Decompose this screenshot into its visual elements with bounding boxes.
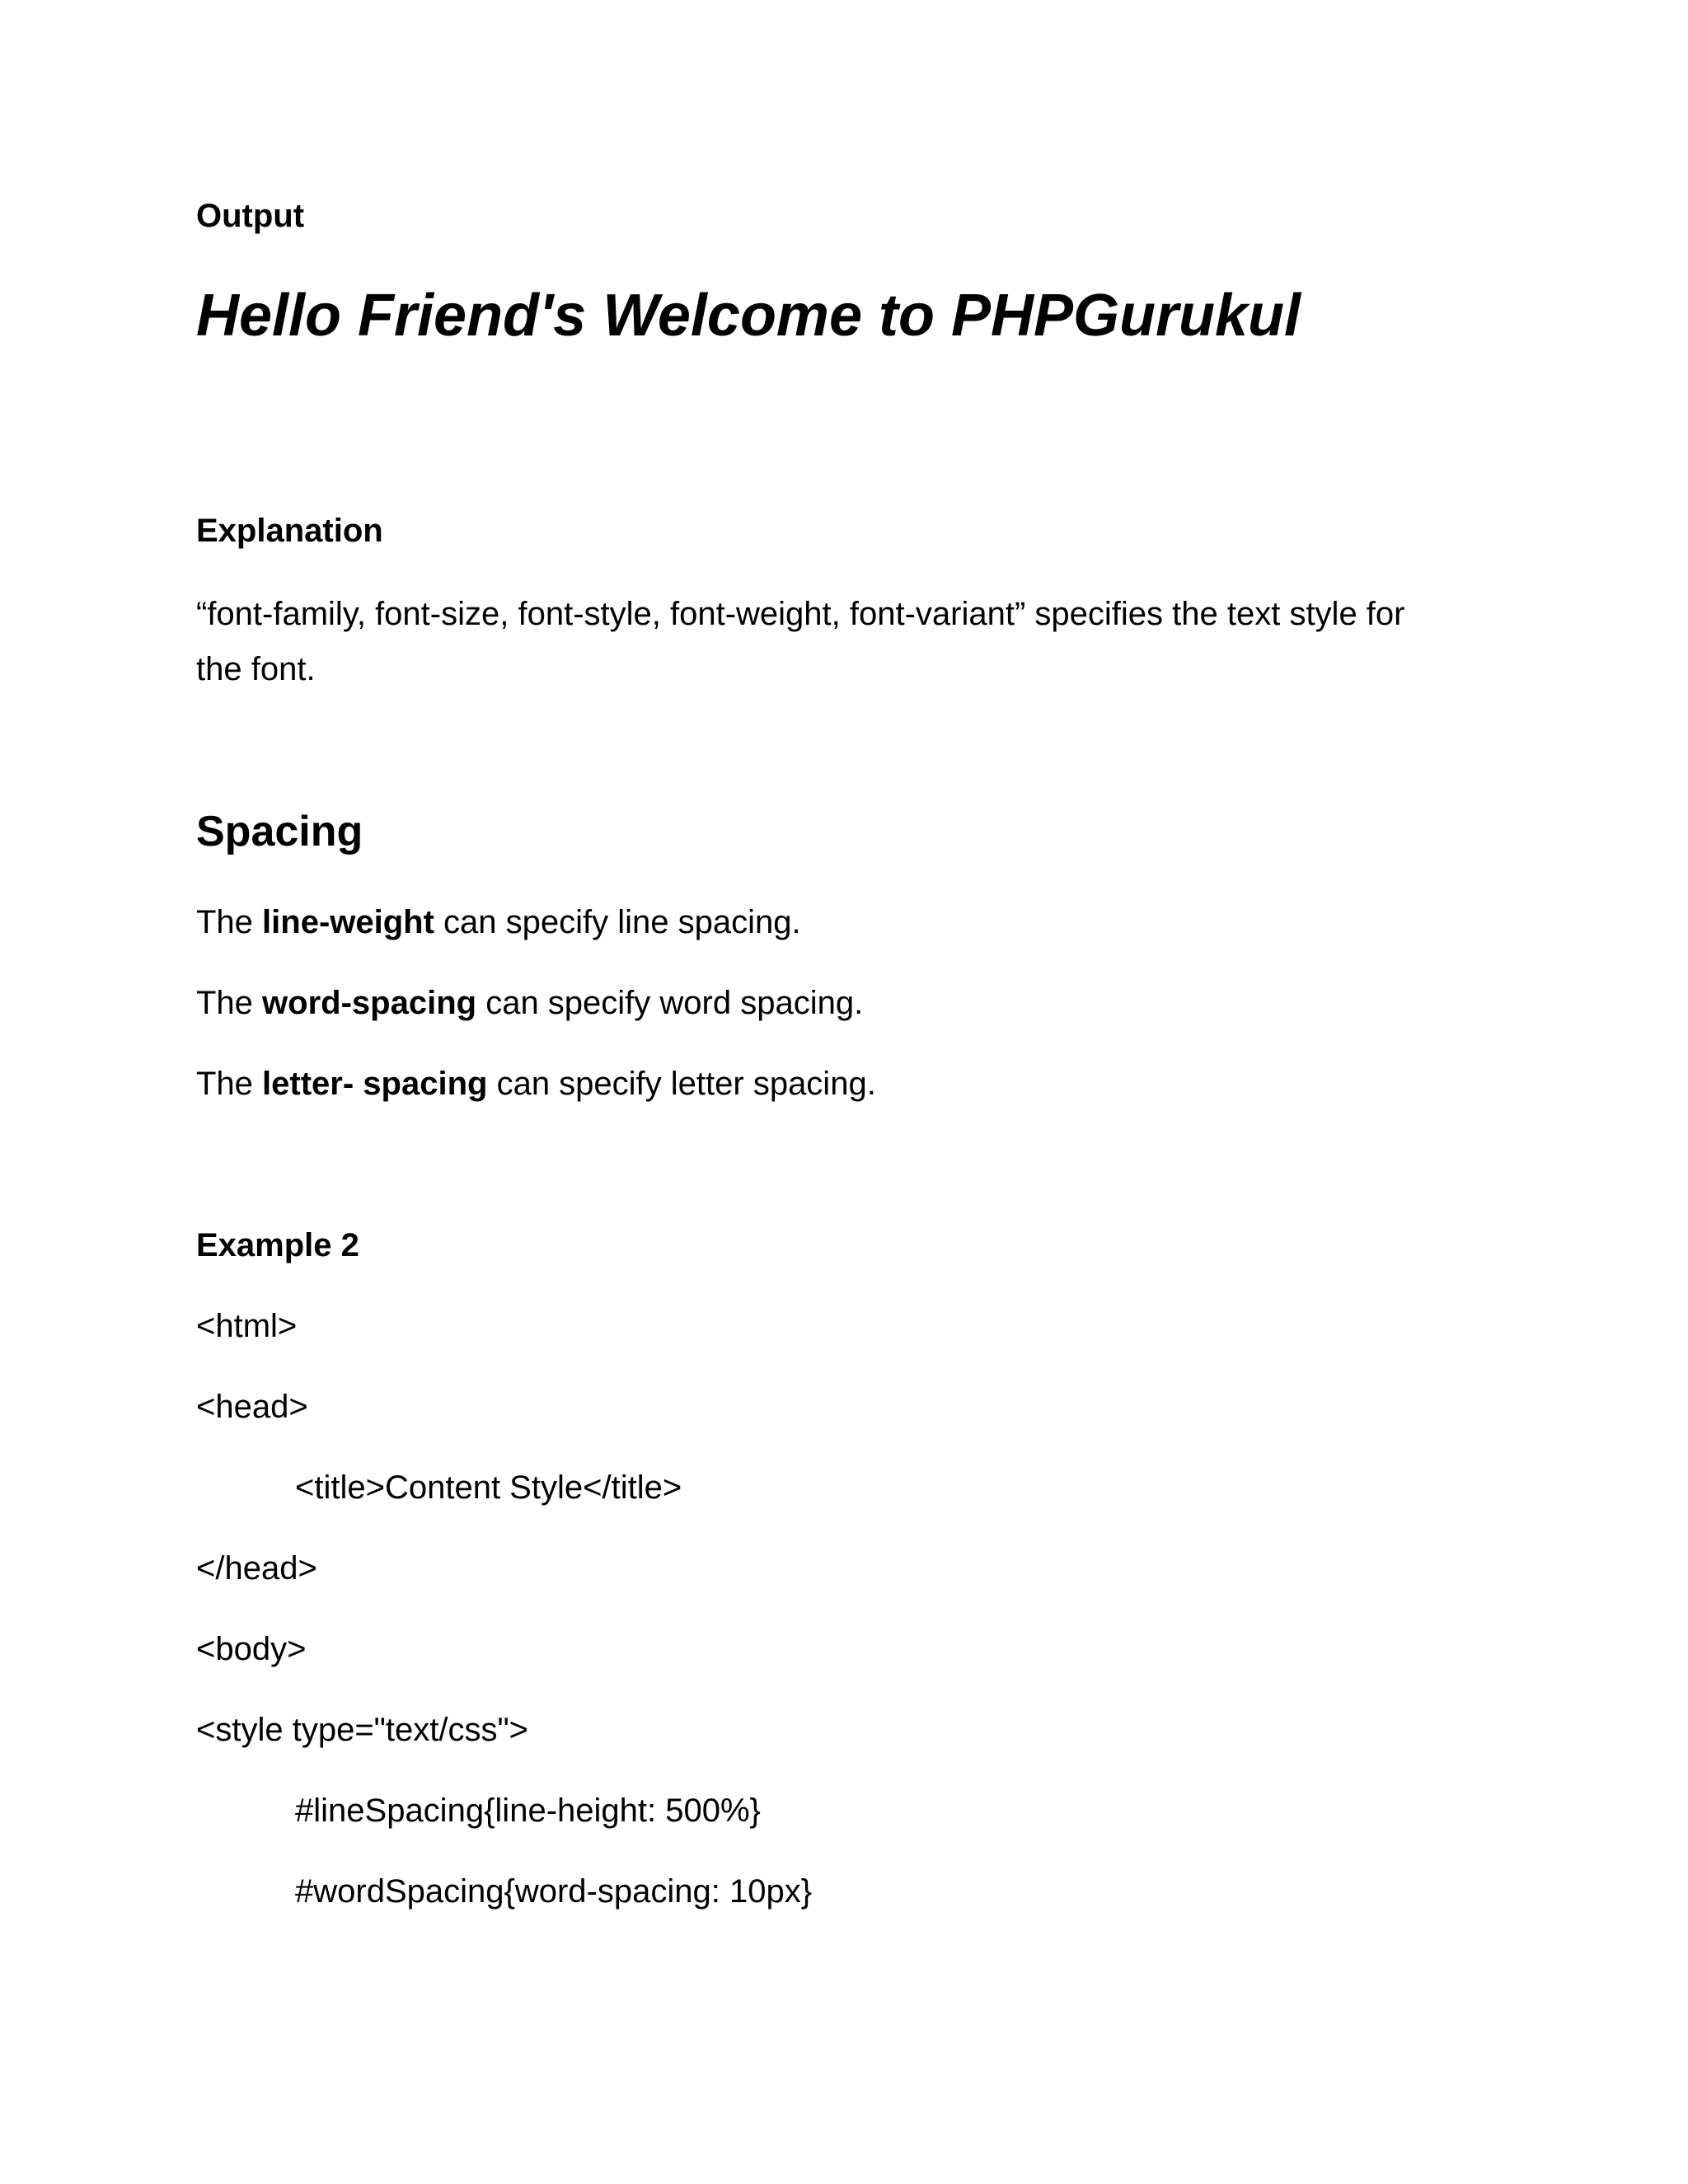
spacing-item-term: word-spacing xyxy=(262,985,477,1021)
example-label: Example 2 xyxy=(196,1227,359,1263)
explanation-text: “font-family, font-size, font-style, font-weight, font-variant” specifies the text style for the font. xyxy=(196,596,1405,687)
spacing-heading: Spacing xyxy=(196,808,363,855)
spacing-item-prefix: The xyxy=(196,1066,263,1102)
spacing-item-letter-spacing xyxy=(196,1064,876,1104)
code-line: #lineSpacing{line-height: 500%} xyxy=(295,1793,761,1829)
spacing-item-suffix: can specify word spacing. xyxy=(476,985,864,1021)
spacing-item-line-weight xyxy=(196,902,801,942)
spacing-item-term: line-weight xyxy=(262,904,434,940)
spacing-item-word-spacing xyxy=(196,983,863,1023)
spacing-item-prefix: The xyxy=(196,904,263,940)
explanation-label: Explanation xyxy=(196,513,383,549)
spacing-item-term: letter- spacing xyxy=(262,1066,488,1102)
output-heading: Hello Friend's Welcome to PHPGurukul xyxy=(196,283,1301,349)
spacing-item-suffix: can specify line spacing. xyxy=(434,904,801,940)
code-line: </head> xyxy=(196,1550,317,1586)
code-line: <style type="text/css"> xyxy=(196,1712,529,1748)
code-line: <html> xyxy=(196,1308,298,1344)
spacing-item-suffix: can specify letter spacing. xyxy=(487,1066,876,1102)
code-line: <body> xyxy=(196,1631,307,1667)
code-line: <title>Content Style</title> xyxy=(295,1469,682,1506)
output-label: Output xyxy=(196,198,305,234)
spacing-item-prefix: The xyxy=(196,985,263,1021)
code-line: #wordSpacing{word-spacing: 10px} xyxy=(295,1873,813,1910)
code-line: <head> xyxy=(196,1389,308,1425)
